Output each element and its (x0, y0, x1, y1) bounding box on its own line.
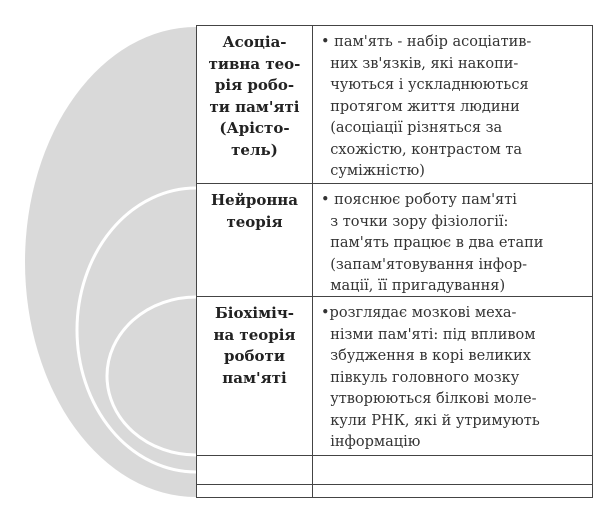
description-line: півкуль головного мозку (321, 369, 520, 386)
description-line: нізми пам'яті: під впливом (321, 326, 536, 343)
description-line: них зв'язків, які накопи- (321, 55, 519, 72)
term-line: (Арісто- (219, 119, 290, 137)
term-line: рія робо- (214, 76, 295, 94)
description-line: інформацію (321, 434, 421, 450)
term-line: Асоціа- (222, 33, 287, 51)
description-line: утворюються білкові моле- (321, 391, 537, 407)
description-cell (321, 303, 588, 454)
description-line: з точки зору фізіології: (321, 213, 509, 230)
term-line: тель) (231, 140, 278, 159)
term-line: роботи (224, 347, 285, 365)
term-cell (197, 190, 312, 233)
description-line: пам'ять працює в два етапи (321, 235, 544, 251)
description-line: суміжністю) (321, 163, 425, 179)
term-cell (197, 32, 312, 161)
term-cell (197, 303, 312, 389)
description-cell (321, 32, 588, 183)
term-line: ти пам'яті (209, 97, 300, 116)
description-line: мації, її пригадування) (321, 278, 506, 294)
term-line: тивна тео- (208, 54, 301, 73)
description-line: протягом життя людини (321, 98, 520, 115)
memory-theories-table (196, 25, 593, 498)
term-line: Біохіміч- (214, 304, 295, 322)
description-line: •розглядає мозкові меха- (321, 305, 517, 321)
description-line: чуються і ускладнюються (321, 77, 529, 93)
table-row-biochemical (197, 297, 592, 456)
term-line: теорія (226, 212, 283, 231)
table-row-empty (197, 456, 592, 485)
table-row-neural (197, 184, 592, 297)
description-line: кули РНК, які й утримують (321, 412, 540, 429)
description-line: схожістю, контрастом та (321, 141, 523, 158)
term-line: пам'яті (222, 368, 287, 387)
description-line: • пояснює роботу пам'яті (321, 192, 517, 208)
description-line: (асоціації різняться за (321, 120, 503, 136)
table-row-associative (197, 26, 592, 184)
description-line: • пам'ять - набір асоціатив- (321, 34, 532, 50)
term-line: Нейронна (210, 191, 298, 209)
column-divider (312, 26, 313, 497)
description-line: збудження в корі великих (321, 348, 531, 364)
description-cell (321, 190, 588, 298)
description-line: (запам'ятовування інфор- (321, 256, 528, 273)
term-line: на теорія (213, 325, 296, 344)
